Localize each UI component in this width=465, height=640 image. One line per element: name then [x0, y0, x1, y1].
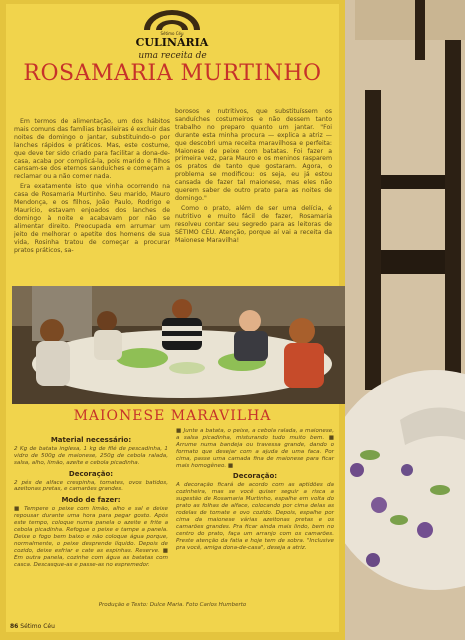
- chair-and-table-backdrop: [345, 0, 465, 640]
- method-heading: Modo de fazer:: [61, 496, 121, 505]
- kicker: uma receita de: [138, 51, 207, 61]
- decoration-text: 2 pés de alface crespinha, tomates, ovos batidos, azeitonas pretas, e camarões grandes.: [14, 479, 168, 493]
- page-footer: [10, 623, 55, 630]
- intro-paragraph: borosos e nutritivos, que substituíssem os sanduíches costumeiros e não dessem tanto trabalho no preparo quanto um jantar. "Foi durante esta minha procura — explica a atriz — que descobri uma receita maravilhosa e perfeita: Maionese de peixe com batatas. Foi fazer a primeira vez, para Mauro e os meninos rasparem os pratos de tanto que gostaram. Agora, o problema se modificou: os seja, eu já estou cansada de fazer tal maionese, mas eles não querem saber de outro prato para as noites de domingo.": [175, 108, 332, 202]
- intro-paragraph: Como o prato, além de ser uma delícia, é nutritivo e muito fácil de fazer, Rosamaria resolveu contar seu segredo para as leitoras de SÉTIMO CÉU. Atenção, porque aí vai a receita da Maionese Maravilha!: [175, 204, 332, 244]
- family-dinner-photo: [12, 286, 345, 404]
- method-continued-text: ■ Junte a batata, o peixe, a cebola ralada, a maionese, a salsa picadinha, misturando tudo muito bem. ■ Arrume numa bandeja ou travessa grande, dando o formato que desejar com a ajuda de uma faca. Por cima, passe uma camada fina de maionese para ficar mais homogêneo. ■: [176, 428, 334, 469]
- method-text: ■ Tempere o peixe com limão, alho e sal e deixe repousar durante uma hora para pegar gosto. Após este tempo, coloque numa panela o azeite e frite a cebola picadinha. Refogue o peixe e tampe a panela. Deixe o fogo bem baixo e não coloque água porque, normalmente, o peixe desprende líquido. Depois de cozido, deixe esfriar e cate as espinhas. Reserve. ■ Em outra panela, cozinhe com água as batatas com casca. Descasque-as e passe-as no espremedor.: [14, 506, 168, 568]
- family-dinner-illustration: [12, 286, 345, 404]
- material-heading: Material necessário:: [50, 436, 132, 444]
- recipe-left-column: [14, 433, 168, 570]
- section-title: CULINÁRIA: [135, 36, 209, 49]
- intro-right-column: [175, 108, 332, 246]
- headline: ROSAMARIA MURTINHO: [23, 61, 322, 86]
- sun-logo-icon: [122, 10, 222, 50]
- intro-paragraph: Em termos de alimentação, um dos hábitos mais comuns das famílias brasileiras é excluir das noites de domingo o jantar, substituindo-o por lanches rápidos e práticos. Mas, este costume, que deve ter sido criado para facilitar a dona-de-casa, acaba por complicá-la, pois marido e filhos cansam-se dos eternos sanduíches e começam a reclamar ou a não comer nada.: [14, 118, 170, 181]
- recipe-title: MAIONESE MARAVILHA: [73, 408, 272, 424]
- decoration-text: A decoração ficará de acordo com as aptidões da cozinheira, mas se você quiser seguir a risca a sugestão de Rosamaria Murtinho, espalhe em volta do prato as folhas de alface, colocando por cima delas as rodelas de tomate e ovo cozido. Depois, espalhe por cima da maionese várias azeitonas pretas e os camarões grandes. Pra ficar ainda mais lindo, bem no centro do prato, faça um arranjo com os camarões. Preste atenção da fatia e hoje tem de sobra. "Inclusive pra você, amiga dona-de-casa", deseja a atriz.: [176, 482, 334, 551]
- page-number: 86: [10, 623, 19, 630]
- credits-line: Produção e Texto: Dulce Maria. Foto Carlos Humberto: [98, 602, 247, 608]
- intro-paragraph: Era exatamente isto que vinha ocorrendo na casa de Rosamaria Murtinho. Seu marido, Mauro Mendonça, e os filhos, João Paulo, Rodrigo e Maurício, estavam enjoados dos lanches de domingo à noite e acabavam por não se alimentar direito. Preocupada em arrumar um jeito de melhorar o apetite dos homens de sua vida, Rosinha tratou de começar a procurar pratos práticos, sa-: [14, 183, 170, 254]
- intro-left-column: [14, 118, 170, 256]
- material-text: 2 Kg de batata inglesa, 1 kg de filé de pescadinha, 1 vidro de 500g de maionese, 250g de cebola ralada, salsa, alho, limão, azeite e cebola picadinha.: [14, 445, 168, 466]
- decoration-heading: Decoração:: [232, 472, 278, 481]
- magazine-name: Sétimo Céu: [20, 623, 55, 630]
- decoration-heading: Decoração:: [68, 469, 114, 478]
- magazine-page-inner: [6, 4, 339, 632]
- logo-text: Sétimo Céu: [160, 31, 184, 36]
- recipe-right-column: [176, 428, 334, 553]
- background-room: [345, 0, 465, 640]
